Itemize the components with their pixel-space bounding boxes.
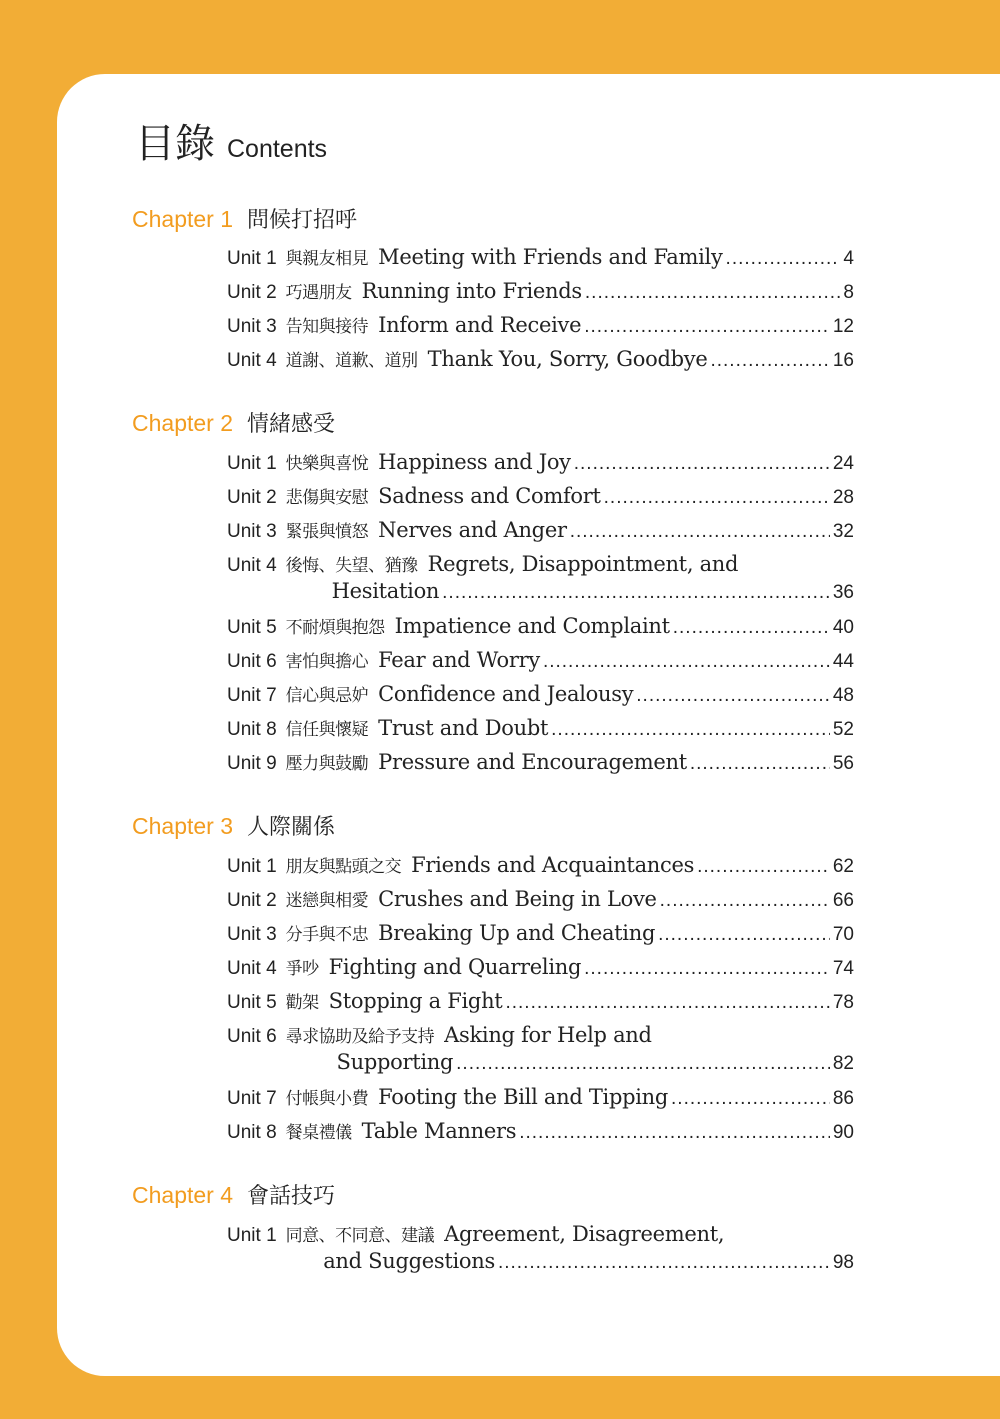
dot-leader bbox=[697, 856, 830, 878]
unit-title-en: Crushes and Being in Love bbox=[378, 887, 657, 911]
page-number: 98 bbox=[832, 1252, 854, 1273]
unit-label: Unit 1 bbox=[227, 248, 277, 269]
page-number: 40 bbox=[832, 617, 854, 638]
unit-label: Unit 5 bbox=[227, 617, 277, 638]
unit-title-zh: 信心與忌妒 bbox=[285, 686, 369, 706]
dot-leader bbox=[519, 1122, 830, 1144]
page-number: 74 bbox=[832, 958, 854, 979]
toc-entry[interactable] bbox=[227, 920, 854, 952]
unit-title-zh: 朋友與點頭之交 bbox=[285, 857, 402, 877]
unit-title-en: Pressure and Encouragement bbox=[378, 750, 687, 774]
chapter-heading[interactable] bbox=[132, 407, 335, 439]
dot-leader bbox=[584, 316, 830, 338]
unit-title-en: Trust and Doubt bbox=[378, 716, 549, 740]
unit-title-en: Impatience and Complaint bbox=[394, 614, 670, 638]
page-number: 70 bbox=[832, 924, 854, 945]
chapter-title: 人際關係 bbox=[247, 815, 336, 840]
chapter-label: Chapter 3 bbox=[132, 813, 234, 839]
unit-title-en: Inform and Receive bbox=[378, 313, 582, 337]
dot-leader bbox=[498, 1252, 830, 1274]
toc-entry[interactable] bbox=[227, 483, 854, 515]
unit-label: Unit 8 bbox=[227, 719, 277, 740]
chapter-title: 問候打招呼 bbox=[247, 208, 358, 233]
unit-label: Unit 1 bbox=[227, 856, 277, 877]
unit-label: Unit 3 bbox=[227, 924, 277, 945]
page-number: 24 bbox=[832, 453, 854, 474]
unit-title-en-continued: Hesitation bbox=[331, 579, 440, 603]
unit-title-en: Thank You, Sorry, Goodbye bbox=[427, 347, 708, 371]
chapter-heading[interactable] bbox=[132, 1179, 335, 1211]
unit-label: Unit 3 bbox=[227, 521, 277, 542]
unit-label: Unit 1 bbox=[227, 453, 277, 474]
toc-entry[interactable] bbox=[227, 449, 854, 481]
toc-entry[interactable] bbox=[227, 278, 854, 310]
chapter-label: Chapter 1 bbox=[132, 206, 234, 232]
unit-title-zh: 後悔、失望、猶豫 bbox=[285, 556, 418, 576]
page-title bbox=[135, 112, 327, 168]
unit-title-en-continued: and Suggestions bbox=[323, 1249, 495, 1273]
unit-label: Unit 6 bbox=[227, 1026, 277, 1047]
dot-leader bbox=[505, 992, 829, 1014]
dot-leader bbox=[585, 282, 841, 304]
toc-entry[interactable] bbox=[227, 681, 854, 713]
toc-entry[interactable] bbox=[227, 244, 854, 276]
unit-title-en: Sadness and Comfort bbox=[378, 484, 601, 508]
dot-leader bbox=[456, 1053, 830, 1075]
unit-label: Unit 7 bbox=[227, 1088, 277, 1109]
unit-label: Unit 2 bbox=[227, 282, 277, 303]
page-number: 90 bbox=[832, 1122, 854, 1143]
unit-title-zh: 信任與懷疑 bbox=[285, 720, 369, 740]
unit-title-en: Regrets, Disappointment, and bbox=[427, 552, 739, 576]
dot-leader bbox=[690, 753, 830, 775]
page-number: 78 bbox=[832, 992, 854, 1013]
unit-label: Unit 1 bbox=[227, 1225, 277, 1246]
page-number: 44 bbox=[832, 651, 854, 672]
unit-title-zh: 爭吵 bbox=[285, 959, 319, 979]
unit-title-zh: 害怕與擔心 bbox=[285, 652, 369, 672]
page-title-en: Contents bbox=[227, 135, 328, 163]
toc-entry-continuation[interactable] bbox=[227, 579, 854, 611]
unit-title-en: Footing the Bill and Tipping bbox=[378, 1085, 669, 1109]
unit-title-zh: 勸架 bbox=[285, 993, 319, 1013]
page-number: 36 bbox=[832, 582, 854, 603]
toc-entry[interactable] bbox=[227, 715, 854, 747]
toc-entry-continuation[interactable] bbox=[227, 1050, 854, 1082]
dot-leader bbox=[584, 958, 830, 980]
unit-label: Unit 2 bbox=[227, 487, 277, 508]
dot-leader bbox=[671, 1088, 830, 1110]
unit-title-zh: 道謝、道歉、道別 bbox=[285, 351, 418, 371]
dot-leader bbox=[636, 685, 830, 707]
unit-title-zh: 悲傷與安慰 bbox=[285, 488, 369, 508]
toc-entry[interactable] bbox=[227, 1084, 854, 1116]
dot-leader bbox=[442, 582, 830, 604]
unit-label: Unit 5 bbox=[227, 992, 277, 1013]
dot-leader bbox=[574, 453, 830, 475]
dot-leader bbox=[543, 651, 830, 673]
unit-title-en: Friends and Acquaintances bbox=[411, 853, 695, 877]
toc-entry[interactable] bbox=[227, 346, 854, 378]
dot-leader bbox=[604, 487, 830, 509]
page-number: 32 bbox=[832, 521, 854, 542]
page-number: 52 bbox=[832, 719, 854, 740]
unit-title-zh: 緊張與憤怒 bbox=[285, 522, 369, 542]
unit-label: Unit 4 bbox=[227, 555, 277, 576]
page-number: 86 bbox=[832, 1088, 854, 1109]
unit-label: Unit 7 bbox=[227, 685, 277, 706]
unit-title-en: Stopping a Fight bbox=[328, 989, 503, 1013]
page-number: 66 bbox=[832, 890, 854, 911]
dot-leader bbox=[551, 719, 830, 741]
page-number: 56 bbox=[832, 753, 854, 774]
page-number: 4 bbox=[843, 248, 854, 269]
unit-title-en: Fighting and Quarreling bbox=[328, 955, 582, 979]
unit-label: Unit 3 bbox=[227, 316, 277, 337]
unit-title-zh: 快樂與喜悅 bbox=[285, 454, 369, 474]
unit-label: Unit 2 bbox=[227, 890, 277, 911]
unit-title-zh: 巧遇朋友 bbox=[285, 283, 352, 303]
chapter-heading[interactable] bbox=[132, 203, 357, 235]
unit-title-en: Nerves and Anger bbox=[378, 518, 567, 542]
dot-leader bbox=[658, 924, 830, 946]
unit-title-zh: 尋求協助及給予支持 bbox=[285, 1027, 435, 1047]
unit-label: Unit 4 bbox=[227, 958, 277, 979]
unit-title-en: Confidence and Jealousy bbox=[378, 682, 634, 706]
unit-title-en: Meeting with Friends and Family bbox=[378, 245, 723, 269]
toc-entry-continuation[interactable] bbox=[227, 1249, 854, 1281]
unit-title-en: Table Manners bbox=[361, 1119, 517, 1143]
toc-entry[interactable] bbox=[227, 517, 854, 549]
unit-title-zh: 迷戀與相愛 bbox=[285, 891, 369, 911]
unit-label: Unit 4 bbox=[227, 350, 277, 371]
toc-entry[interactable] bbox=[227, 749, 854, 781]
dot-leader bbox=[710, 350, 829, 372]
unit-title-zh: 與親友相見 bbox=[285, 249, 369, 269]
chapter-label: Chapter 4 bbox=[132, 1182, 234, 1208]
toc-entry[interactable] bbox=[227, 852, 854, 884]
unit-title-zh: 餐桌禮儀 bbox=[285, 1123, 352, 1143]
page-number: 28 bbox=[832, 487, 854, 508]
unit-label: Unit 8 bbox=[227, 1122, 277, 1143]
unit-title-en: Happiness and Joy bbox=[378, 450, 571, 474]
page-number: 8 bbox=[843, 282, 854, 303]
page-number: 62 bbox=[832, 856, 854, 877]
toc-entry[interactable] bbox=[227, 886, 854, 918]
chapter-heading[interactable] bbox=[132, 810, 335, 842]
unit-label: Unit 6 bbox=[227, 651, 277, 672]
page-title-zh: 目錄 bbox=[135, 121, 215, 167]
unit-title-zh: 付帳與小費 bbox=[285, 1089, 369, 1109]
page-number: 12 bbox=[832, 316, 854, 337]
chapter-label: Chapter 2 bbox=[132, 410, 234, 436]
page-number: 16 bbox=[832, 350, 854, 371]
unit-title-en: Asking for Help and bbox=[444, 1023, 652, 1047]
page-number: 82 bbox=[832, 1053, 854, 1074]
unit-title-zh: 告知與接待 bbox=[285, 317, 369, 337]
dot-leader bbox=[660, 890, 830, 912]
dot-leader bbox=[570, 521, 830, 543]
unit-title-en: Agreement, Disagreement, bbox=[444, 1222, 725, 1246]
unit-title-zh: 分手與不忠 bbox=[285, 925, 369, 945]
dot-leader bbox=[673, 617, 830, 639]
chapter-title: 情緒感受 bbox=[247, 412, 336, 437]
unit-title-zh: 不耐煩與抱怨 bbox=[285, 618, 385, 638]
page-number: 48 bbox=[832, 685, 854, 706]
dot-leader bbox=[726, 248, 841, 270]
toc-entry[interactable] bbox=[227, 954, 854, 986]
unit-label: Unit 9 bbox=[227, 753, 277, 774]
toc-entry[interactable] bbox=[227, 613, 854, 645]
unit-title-zh: 壓力與鼓勵 bbox=[285, 754, 369, 774]
toc-entry[interactable] bbox=[227, 312, 854, 344]
unit-title-en-continued: Supporting bbox=[336, 1050, 454, 1074]
toc-entry[interactable] bbox=[227, 1118, 854, 1150]
unit-title-zh: 同意、不同意、建議 bbox=[285, 1226, 435, 1246]
toc-entry[interactable] bbox=[227, 988, 854, 1020]
toc-entry[interactable] bbox=[227, 647, 854, 679]
unit-title-en: Breaking Up and Cheating bbox=[378, 921, 656, 945]
unit-title-en: Running into Friends bbox=[361, 279, 582, 303]
unit-title-en: Fear and Worry bbox=[378, 648, 540, 672]
chapter-title: 會話技巧 bbox=[247, 1184, 336, 1209]
